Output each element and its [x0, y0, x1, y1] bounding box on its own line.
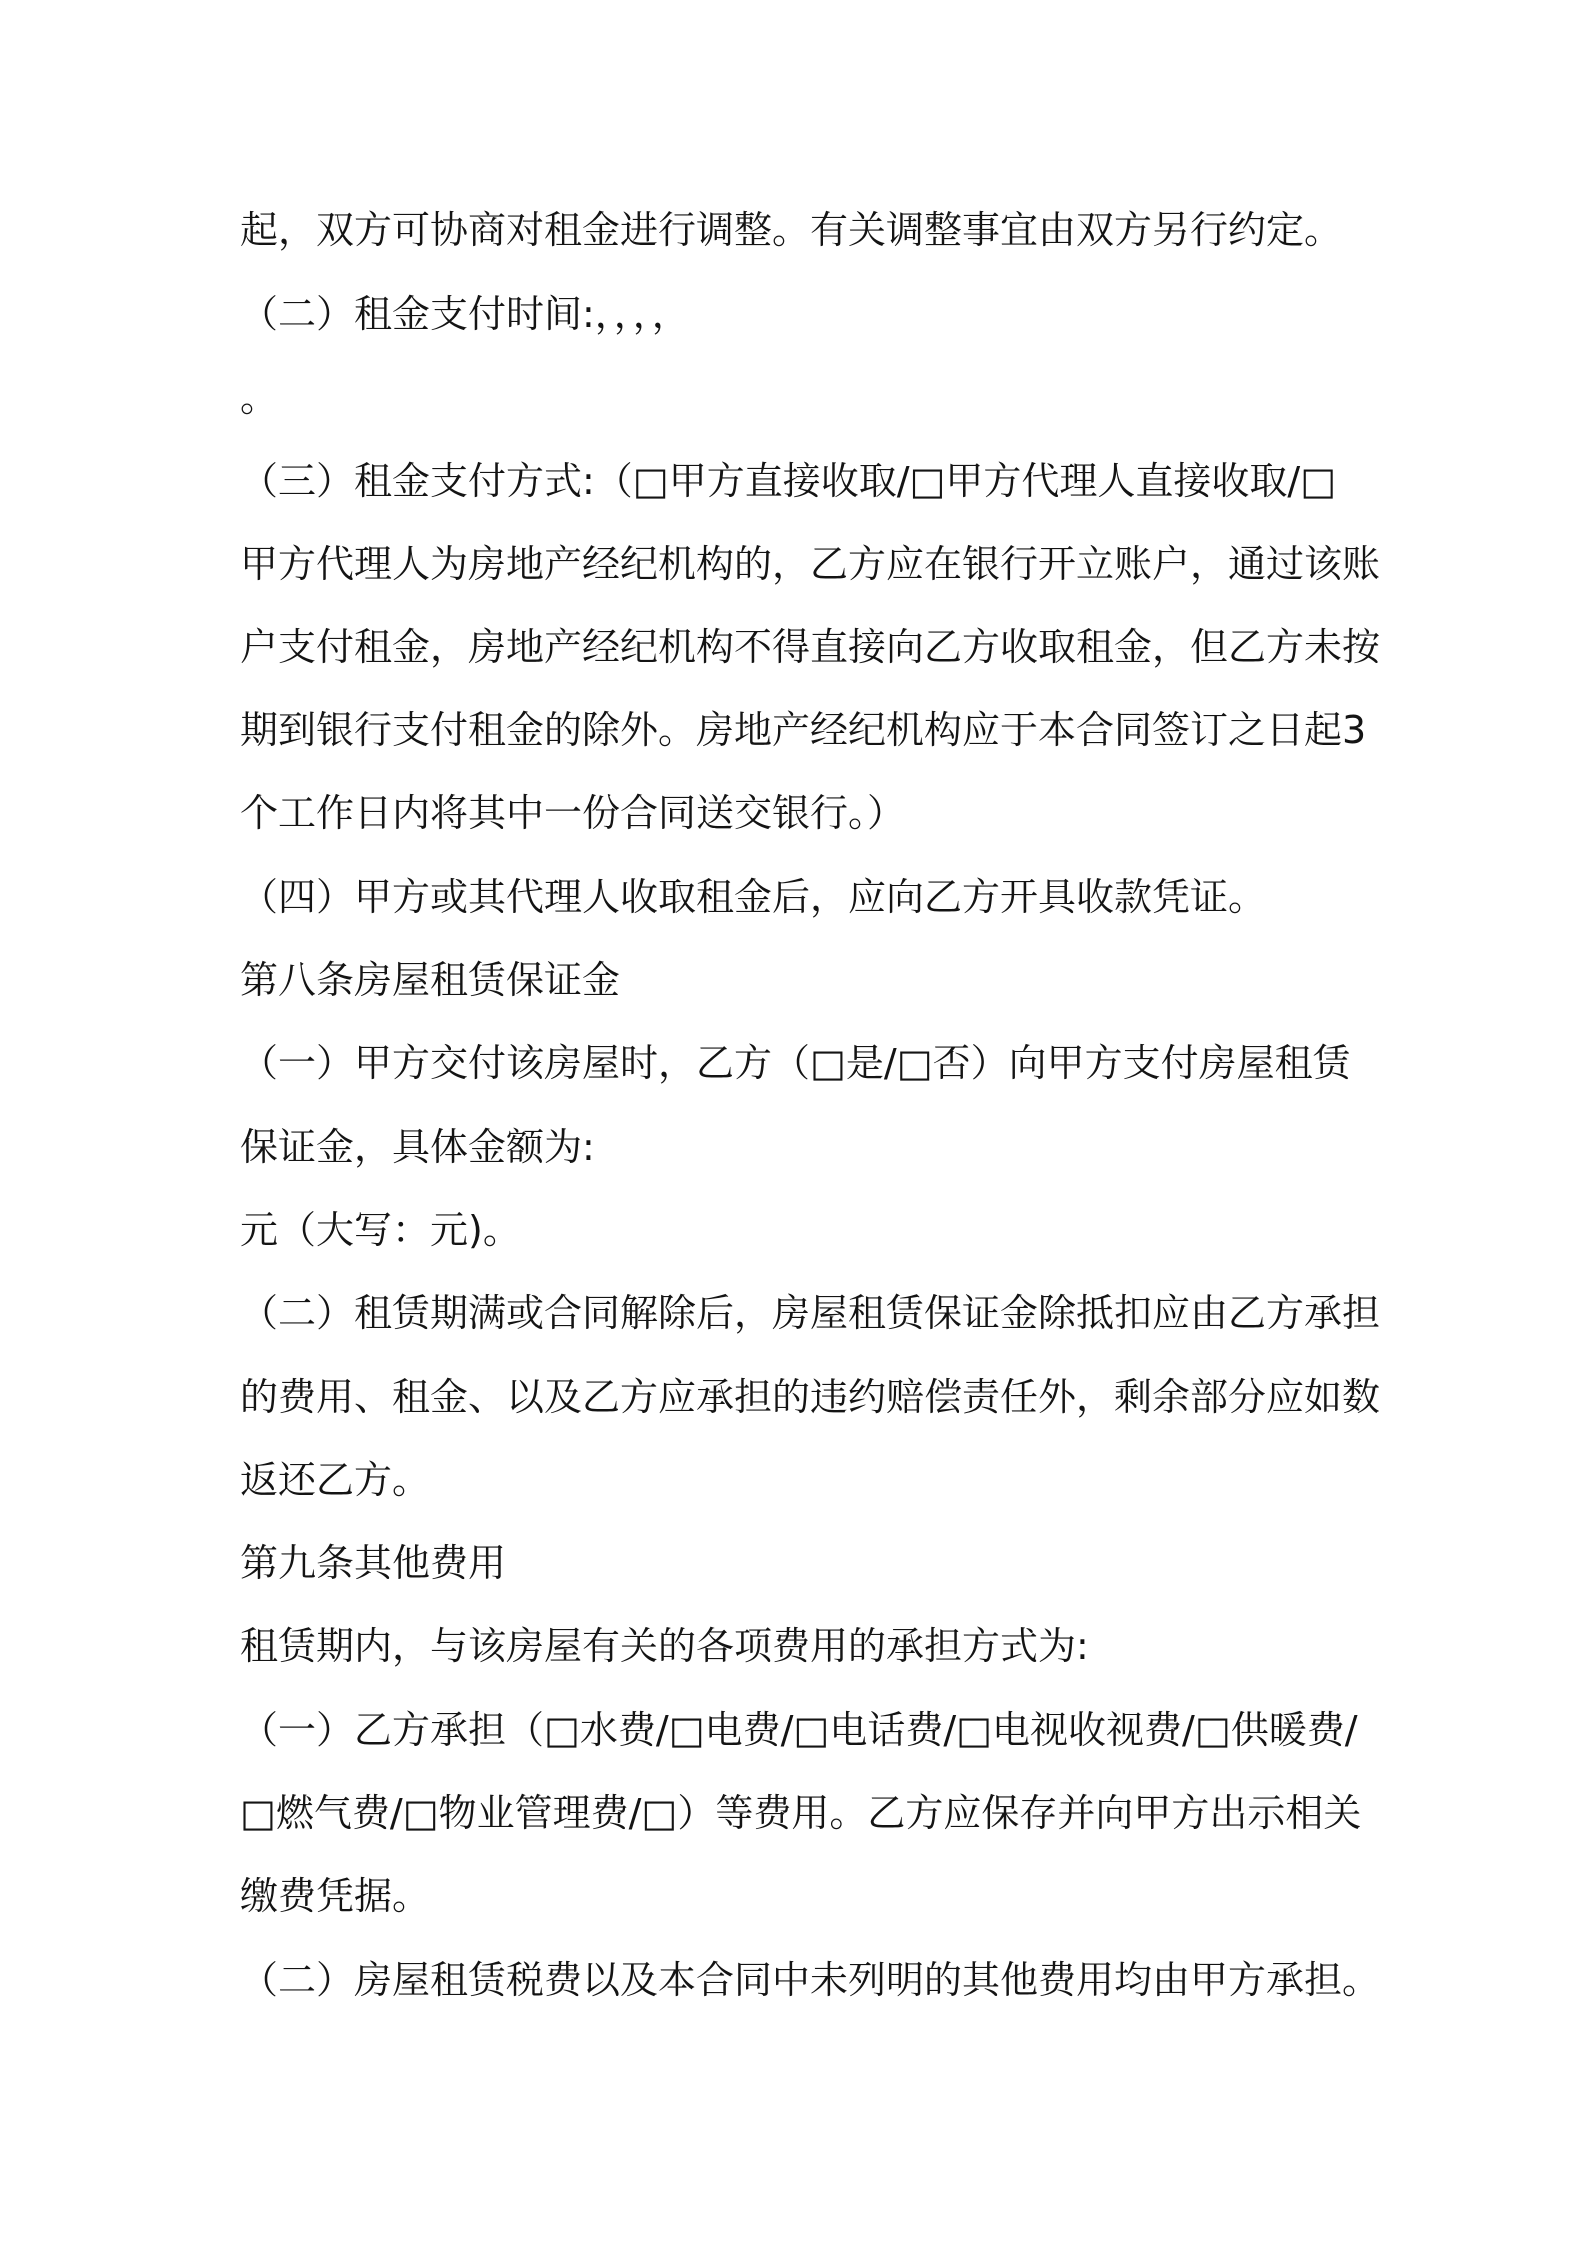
text-line: （四）甲方或其代理人收取租金后，应向乙方开具收款凭证。 — [240, 875, 1267, 919]
text-line: （二）租金支付时间:，，，， — [240, 292, 690, 336]
text-line: 租赁期内，与该房屋有关的各项费用的承担方式为: — [240, 1624, 1089, 1668]
text-line: （三）租金支付方式:（□甲方直接收取/□甲方代理人直接收取/□ — [240, 459, 1337, 503]
section-heading: 第八条房屋租赁保证金 — [240, 958, 621, 1002]
text-line: 甲方代理人为房地产经纪机构的，乙方应在银行开立账户，通过该账 — [240, 542, 1381, 586]
text-line: 户支付租金，房地产经纪机构不得直接向乙方收取租金，但乙方未按 — [240, 625, 1381, 669]
text-line: （一）乙方承担（□水费/□电费/□电话费/□电视收视费/□供暖费/ — [240, 1708, 1358, 1752]
text-line: 保证金，具体金额为: — [240, 1125, 595, 1169]
text-line: 缴费凭据。 — [240, 1874, 431, 1918]
text-line: （二）房屋租赁税费以及本合同中未列明的其他费用均由甲方承担。 — [240, 1958, 1381, 2002]
text-line: □燃气费/□物业管理费/□）等费用。乙方应保存并向甲方出示相关 — [240, 1791, 1362, 1835]
text-line: 。 — [240, 376, 279, 420]
text-line: 元（大写：元)。 — [240, 1208, 521, 1252]
text-line: 起，双方可协商对租金进行调整。有关调整事宜由双方另行约定。 — [240, 208, 1343, 252]
text-line: 的费用、租金、以及乙方应承担的违约赔偿责任外，剩余部分应如数 — [240, 1375, 1381, 1419]
text-line: 期到银行支付租金的除外。房地产经纪机构应于本合同签订之日起3 — [240, 708, 1367, 752]
text-line: （二）租赁期满或合同解除后，房屋租赁保证金除抵扣应由乙方承担 — [240, 1291, 1381, 1335]
text-line: 返还乙方。 — [240, 1458, 431, 1502]
section-heading: 第九条其他费用 — [240, 1541, 507, 1585]
text-line: 个工作日内将其中一份合同送交银行。） — [240, 791, 906, 835]
text-line: （一）甲方交付该房屋时，乙方（□是/□否）向甲方支付房屋租赁 — [240, 1041, 1351, 1085]
